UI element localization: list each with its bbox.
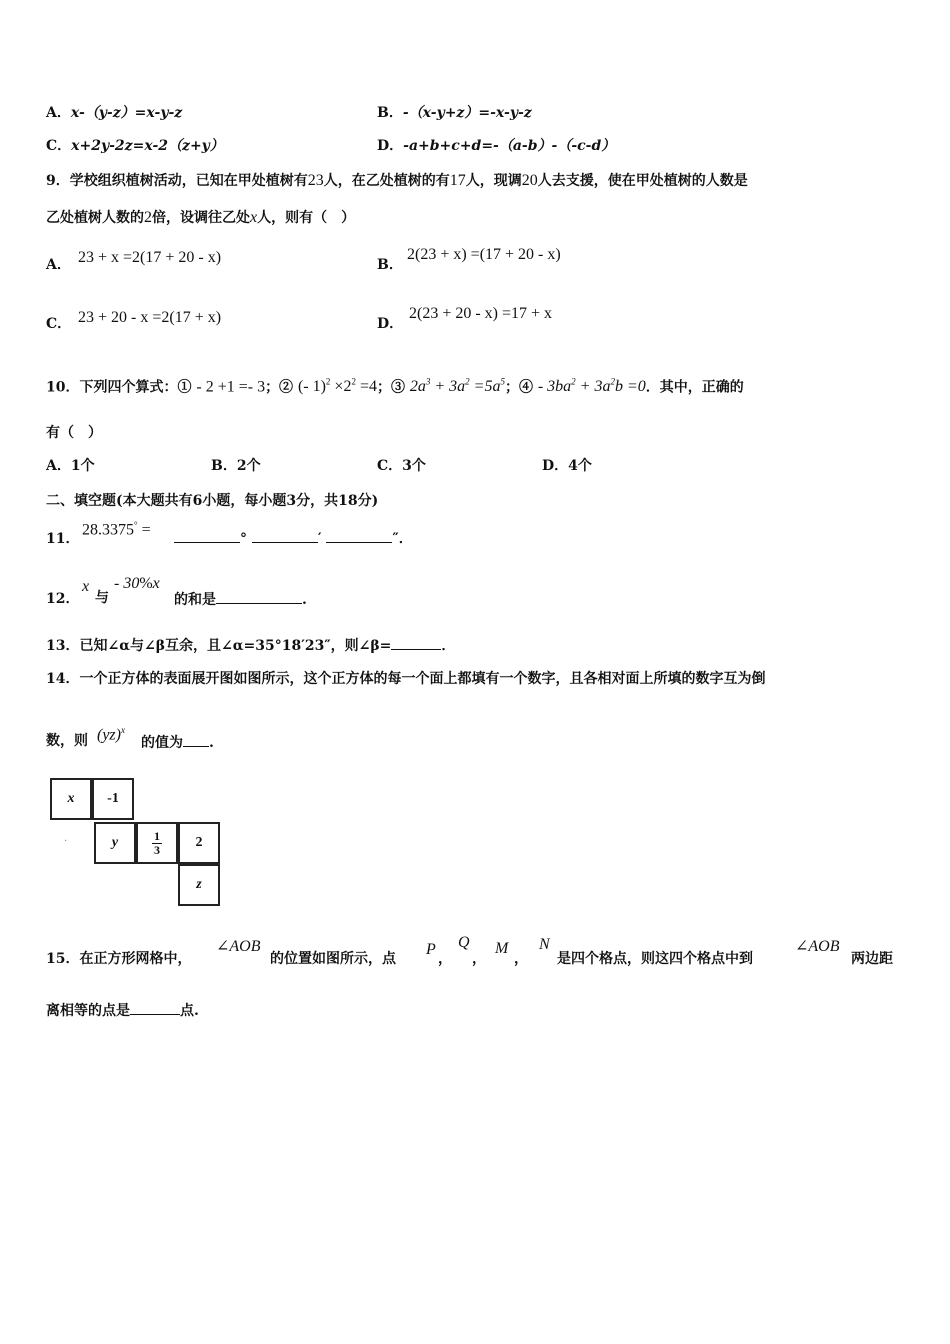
q8-option-b-text: -（x-y+z）=-x-y-z (402, 105, 532, 121)
q9-text: 倍，设调往乙处 (152, 210, 250, 226)
q12-var: x (82, 578, 90, 595)
q9-text: 人，则有（ ） (257, 210, 356, 226)
q10-text: ；④ (504, 379, 533, 396)
q8-option-a (46, 104, 182, 122)
q9-option-c-label: C． (46, 316, 72, 332)
q15-comma: ， (472, 951, 486, 967)
q9-text: 人，在乙处植树的有 (323, 173, 450, 189)
q9-text: 人，现调 (465, 173, 522, 189)
q11-minute-blank[interactable] (252, 528, 318, 543)
q9-text: 9．学校组织植树活动，已知在甲处植树有 (46, 173, 308, 189)
q15-point-q: Q (458, 934, 470, 951)
q9-stem-line2 (46, 209, 355, 227)
q8-option-a-label: A． (46, 105, 71, 121)
q8-option-d-text: -a+b+c+d=-（a-b）-（-c-d） (403, 138, 616, 154)
q10-option-b: B．2个 (211, 458, 261, 474)
q15-angle: ∠AOB (216, 938, 261, 955)
q10-option-c: C．3个 (377, 458, 426, 474)
q10-expr-1: - 2 +1 =- 3 (196, 378, 266, 396)
q15-line2: 离相等的点是 点. (46, 1000, 199, 1020)
q9-stem-line1 (46, 172, 748, 190)
q9-number: 2 (144, 209, 152, 226)
q15-point-m: M (495, 940, 509, 957)
q9-number: 20 (521, 172, 538, 189)
q15-comma: ， (438, 951, 452, 967)
q9-text: 人去支援，使在甲处植树的人数是 (537, 173, 748, 189)
q9-option-b-label: B． (377, 257, 403, 273)
q8-option-c (46, 137, 224, 155)
q9-option-a-label: A． (46, 257, 71, 273)
q15-answer-blank[interactable] (130, 1000, 180, 1015)
q9-number: 23 (307, 172, 324, 189)
q9-option-d-expr: 2(23 + 20 - x) =17 + x (409, 305, 553, 322)
q11-expr: 28.3375° = (82, 520, 151, 539)
q12-tail: 的和是 . (174, 589, 307, 609)
q9-variable: x (250, 209, 258, 226)
q10-text: ；② (265, 379, 294, 396)
q8-option-b-label: B． (377, 105, 403, 121)
cube-net-figure (48, 776, 228, 912)
q12-answer-blank[interactable] (216, 589, 302, 604)
q8-option-d-label: D． (377, 138, 404, 154)
q10-expr-2: (- $1)^2 \times 2^2 =4$ (297, 377, 377, 396)
q15-angle-2: ∠AOB (795, 938, 840, 955)
q11-blanks: ° ′ ″． (174, 528, 413, 548)
q15-mid1: 的位置如图所示，点 (270, 951, 396, 967)
q12-num: 12． (46, 591, 80, 607)
q10-stem-line2: 有（ ） (46, 425, 102, 441)
q10-text: ；③ (376, 379, 405, 396)
q15-point-n: N (539, 936, 550, 953)
q11-num: 11． (46, 531, 80, 547)
q11-degree-blank[interactable] (174, 528, 240, 543)
section-title: 二、填空题(本大题共有6小题，每小题3分，共18分) (46, 493, 379, 509)
q15-point-p: P (426, 941, 436, 958)
q13-answer-blank[interactable] (391, 635, 441, 650)
q8-option-c-label: C． (46, 138, 72, 154)
q13-stem: 13．已知∠α与∠β互余，且∠α=35°18′23″，则∠β= ． (46, 635, 455, 655)
q10-text: ．其中，正确的 (645, 379, 744, 396)
q15-comma: ， (514, 951, 528, 967)
q15-mid2: 是四个格点，则这四个格点中到 (557, 951, 753, 967)
q10-expr-3: $2a^3 + 3a^2 =5a^5$ (409, 377, 505, 396)
q8-option-c-text: x+2y-2z=x-2（z+y） (71, 138, 224, 154)
net-cell-two: 2 (178, 822, 220, 864)
net-stray-dot: · (64, 836, 68, 847)
net-cell-minus-one: -1 (92, 778, 134, 820)
q14-answer-blank[interactable] (183, 732, 209, 747)
q10-option-d: D．4个 (542, 458, 592, 474)
q14-expr: (yz)$^x$ (97, 725, 125, 744)
q12-and: 与 (95, 590, 109, 606)
q12-expr: - 30%x (114, 575, 160, 592)
q9-number: 17 (449, 172, 466, 189)
q14-stem-line2: 数，则 (46, 733, 88, 749)
net-cell-x: x (50, 778, 92, 820)
net-cell-z: z (178, 864, 220, 906)
q9-option-d-label: D． (377, 316, 404, 332)
net-cell-one-third: $\frac{1}{3}$ (136, 822, 178, 864)
q15-num-text: 15．在正方形网格中， (46, 951, 192, 967)
q15-tail: 两边距 (851, 951, 893, 967)
q8-option-b (377, 104, 532, 122)
q10-expr-4: - $3ba^2 + 3a^2b =0$ (537, 377, 646, 396)
net-cell-y: y (94, 822, 136, 864)
q9-text: 乙处植树人数的 (46, 210, 144, 226)
q14-tail: 的值为 . (141, 732, 214, 752)
q8-option-d (377, 137, 615, 155)
q14-stem-line1: 14．一个正方体的表面展开图如图所示，这个正方体的每一个面上都填有一个数字，且各相对面上所填的数字互为倒 (46, 671, 766, 687)
q11-second-blank[interactable] (326, 528, 392, 543)
q8-option-a-text: x-（y-z）=x-y-z (70, 105, 183, 121)
q10-text: 10．下列四个算式：① (46, 379, 192, 396)
q10-option-a: A．1个 (46, 458, 95, 474)
q9-option-b-expr: 2(23 + x) =(17 + 20 - x) (407, 246, 561, 263)
q10-stem-line1 (46, 373, 744, 396)
q9-option-c-expr: 23 + 20 - x =2(17 + x) (78, 309, 222, 326)
q9-option-a-expr: 23 + x =2(17 + 20 - x) (78, 249, 222, 266)
